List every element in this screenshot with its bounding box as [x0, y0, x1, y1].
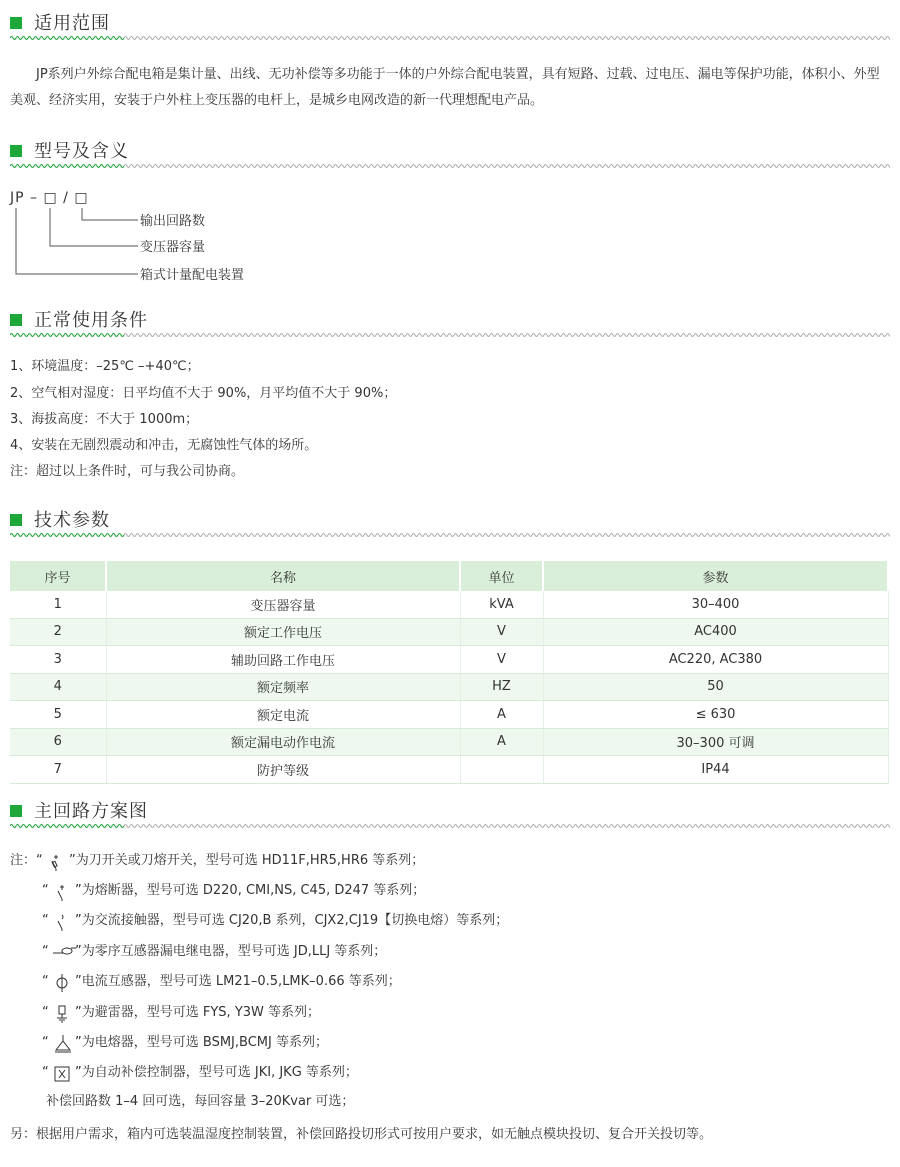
cell-name: 辅助回路工作电压 [106, 646, 460, 674]
cell-unit: kVA [460, 591, 543, 618]
section-marker-icon [10, 314, 22, 326]
table-header-row [10, 561, 888, 591]
circuit-symbol-text: 电流互感器，型号可选 LM21–0.5,LMK–0.66 等系列； [81, 974, 401, 989]
header-name: 名称 [106, 561, 460, 591]
model-label-outputs: 输出回路数 [140, 214, 206, 229]
section-header-tech [10, 505, 890, 535]
open-quote: “ [42, 974, 53, 989]
model-leader-lines [10, 188, 150, 288]
section-title: 适用范围 [34, 13, 110, 34]
cell-param: 50 [543, 673, 888, 701]
current-transformer-icon [53, 974, 71, 990]
condition-note: 注：超过以上条件时，可与我公司协商。 [10, 464, 245, 479]
table-row [10, 591, 888, 618]
close-quote: ” [70, 944, 82, 959]
circuit-symbol-text: 为零序互感器漏电继电器，型号可选 JD,LLJ 等系列； [81, 944, 387, 959]
table-row [10, 673, 888, 701]
table-row [10, 756, 888, 784]
model-label-device: 箱式计量配电装置 [140, 268, 245, 283]
header-param: 参数 [543, 561, 888, 591]
header-index: 序号 [10, 561, 106, 591]
section-header-scope [10, 8, 890, 38]
auto-compensation-controller-icon [53, 1065, 71, 1081]
knife-switch-icon [47, 853, 65, 869]
circuit-symbol-text: 为熔断器，型号可选 D220, CMI,NS, C45, D247 等系列； [81, 883, 426, 898]
header-unit: 单位 [460, 561, 543, 591]
open-quote: “ [36, 853, 47, 868]
condition-item: 1、环境温度：–25℃ –+40℃； [10, 359, 200, 374]
cell-index: 2 [10, 618, 106, 646]
section-header-model [10, 136, 890, 166]
section-marker-icon [10, 17, 22, 29]
circuit-symbol-text: 为自动补偿控制器，型号可选 JKI, JKG 等系列； [81, 1065, 358, 1080]
wavy-divider [10, 34, 890, 42]
condition-item: 3、海拔高度：不大于 1000m； [10, 412, 199, 427]
cell-unit: V [460, 618, 543, 646]
circuit-symbol-item [42, 972, 401, 992]
close-quote: ” [64, 853, 76, 868]
circuit-symbol-item [42, 1033, 328, 1053]
close-quote: ” [70, 913, 82, 928]
section-header-circuit [10, 796, 890, 826]
open-quote: “ [42, 944, 53, 959]
cell-index: 3 [10, 646, 106, 674]
close-quote: ” [70, 1005, 82, 1020]
open-quote: “ [42, 1035, 53, 1050]
note-prefix: 注： [10, 853, 37, 868]
wavy-divider [10, 822, 890, 830]
section-title: 技术参数 [34, 510, 110, 531]
tech-params-table [10, 561, 889, 784]
table-row [10, 646, 888, 674]
cell-param: IP44 [543, 756, 888, 784]
open-quote: “ [42, 1005, 53, 1020]
open-quote: “ [42, 913, 53, 928]
circuit-symbol-item [42, 942, 386, 962]
compensation-note: 补偿回路数 1–4 回可选，每回容量 3–20Kvar 可选； [46, 1094, 355, 1109]
cell-param: AC220, AC380 [543, 646, 888, 674]
circuit-symbol-item [42, 1003, 320, 1023]
cell-param: AC400 [543, 618, 888, 646]
zero-sequence-ct-icon [53, 944, 71, 960]
close-quote: ” [70, 883, 82, 898]
close-quote: ” [70, 974, 82, 989]
cell-name: 额定频率 [106, 673, 460, 701]
open-quote: “ [42, 883, 53, 898]
cell-unit: A [460, 728, 543, 756]
section-marker-icon [10, 514, 22, 526]
scope-text: JP系列户外综合配电箱是集计量、出线、无功补偿等多功能于一体的户外综合配电装置，具有短路、过载、过电压、漏电等保护功能，体积小、外型美观、经济实用，安装于户外柱上变压器的电杆上，是城乡电网改造的新一代理想配电产品。 [10, 67, 880, 108]
footer-note: 另：根据用户需求，箱内可选装温湿度控制装置，补偿回路投切形式可按用户要求，如无触点模块投切、复合开关投切等。 [10, 1127, 713, 1142]
wavy-divider [10, 531, 890, 539]
condition-item: 4、安装在无剧烈震动和冲击，无腐蚀性气体的场所。 [10, 438, 318, 453]
cell-unit: V [460, 646, 543, 674]
section-title: 主回路方案图 [34, 801, 148, 822]
cell-unit: A [460, 701, 543, 729]
cell-name: 防护等级 [106, 756, 460, 784]
capacitor-icon [53, 1035, 71, 1051]
condition-item: 2、空气相对湿度：日平均值不大于 90%，月平均值不大于 90%； [10, 386, 397, 401]
cell-name: 额定电流 [106, 701, 460, 729]
circuit-symbol-text: 为交流接触器，型号可选 CJ20,B 系列，CJX2,CJ19【切换电熔）等系列； [81, 913, 509, 928]
cell-param: ≤ 630 [543, 701, 888, 729]
cell-param: 30–400 [543, 591, 888, 618]
cell-name: 额定漏电动作电流 [106, 728, 460, 756]
cell-index: 7 [10, 756, 106, 784]
circuit-symbol-item [42, 881, 425, 901]
cell-name: 变压器容量 [106, 591, 460, 618]
cell-index: 5 [10, 701, 106, 729]
contactor-icon [53, 913, 71, 929]
surge-arrester-icon [53, 1005, 71, 1021]
section-title: 正常使用条件 [34, 310, 148, 331]
close-quote: ” [70, 1065, 82, 1080]
circuit-symbol-item [10, 851, 424, 871]
table-row [10, 618, 888, 646]
section-marker-icon [10, 805, 22, 817]
cell-index: 4 [10, 673, 106, 701]
open-quote: “ [42, 1065, 53, 1080]
wavy-divider [10, 331, 890, 339]
model-code-diagram [10, 188, 410, 288]
section-header-conditions [10, 305, 890, 335]
cell-unit [460, 756, 543, 784]
section-marker-icon [10, 145, 22, 157]
table-row [10, 701, 888, 729]
model-code: JP – □ / □ [10, 190, 89, 206]
cell-unit: HZ [460, 673, 543, 701]
table-row [10, 728, 888, 756]
cell-name: 额定工作电压 [106, 618, 460, 646]
cell-param: 30–300 可调 [543, 728, 888, 756]
circuit-symbol-text: 为避雷器，型号可选 FYS, Y3W 等系列； [81, 1005, 321, 1020]
circuit-symbol-item [42, 911, 508, 931]
fuse-icon [53, 883, 71, 899]
section-title: 型号及含义 [34, 141, 129, 162]
circuit-symbol-item [42, 1063, 358, 1083]
cell-index: 1 [10, 591, 106, 618]
wavy-divider [10, 162, 890, 170]
cell-index: 6 [10, 728, 106, 756]
circuit-symbol-text: 为刀开关或刀熔开关，型号可选 HD11F,HR5,HR6 等系列； [75, 853, 425, 868]
model-label-capacity: 变压器容量 [140, 240, 206, 255]
close-quote: ” [70, 1035, 82, 1050]
circuit-symbol-text: 为电熔器，型号可选 BSMJ,BCMJ 等系列； [81, 1035, 328, 1050]
